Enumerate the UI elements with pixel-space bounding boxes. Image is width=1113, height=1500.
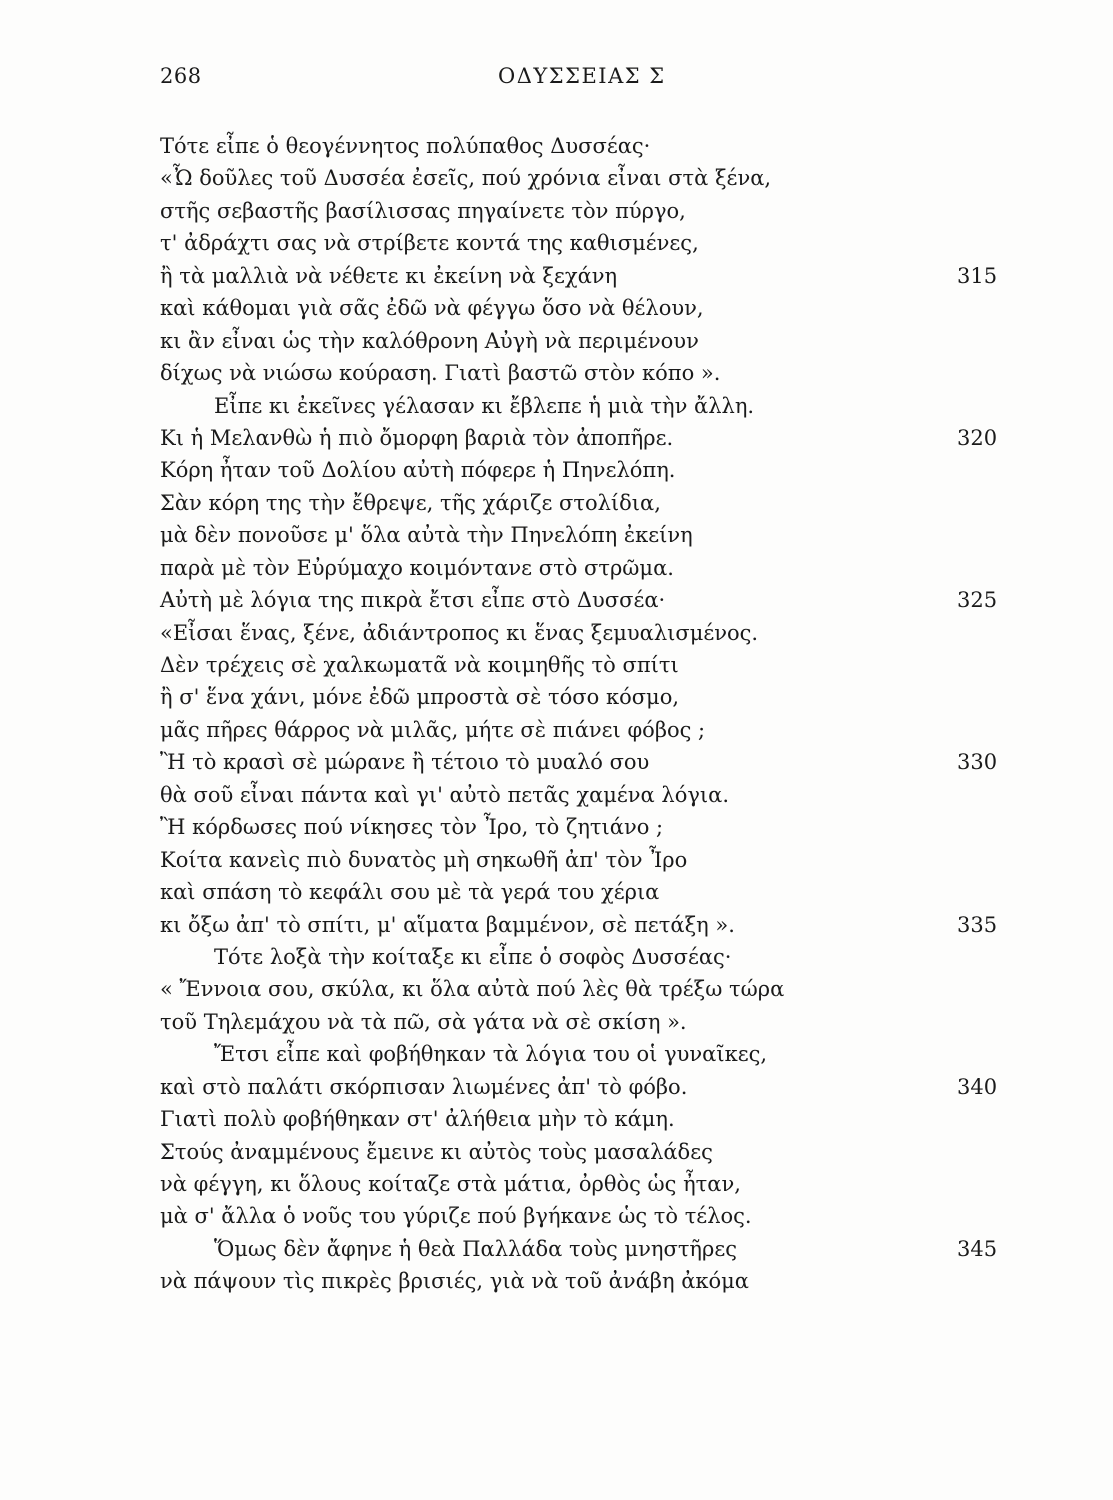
verse-line [160, 617, 1010, 649]
verse-line [160, 779, 1010, 811]
verse-line [160, 260, 1010, 292]
verse-text: « Ἔννοια σου, σκύλα, κι ὅλα αὐτὰ πού λὲς θὰ τρέξω τώρα [160, 977, 785, 1002]
verse-text: Σὰν κόρη της τὴν ἔθρεψε, τῆς χάριζε στολίδια, [160, 490, 661, 515]
verse-line [160, 844, 1010, 876]
verse-text: «Ὦ δοῦλες τοῦ Δυσσέα ἐσεῖς, πού χρόνια εἶναι στὰ ξένα, [160, 166, 772, 191]
verse-line [160, 162, 1010, 194]
verse-line [160, 390, 1010, 422]
verse-line [160, 1038, 1010, 1070]
verse-text: Κόρη ἦταν τοῦ Δολίου αὐτὴ πόφερε ἡ Πηνελόπη. [160, 458, 676, 483]
verse-text: Κοίτα κανεὶς πιὸ δυνατὸς μὴ σηκωθῆ ἀπ' τὸν Ἶρο [160, 847, 688, 872]
verse-text: κι ὄξω ἀπ' τὸ σπίτι, μ' αἵματα βαμμένον, σὲ πετάξη ». [160, 912, 735, 937]
verse-text: τ' ἀδράχτι σας νὰ στρίβετε κοντά της καθισμένες, [160, 231, 699, 256]
verse-text: Ἔτσι εἶπε καὶ φοβήθηκαν τὰ λόγια του οἱ γυναῖκες, [214, 1042, 768, 1067]
verse-line [160, 811, 1010, 843]
line-number: 315 [957, 263, 998, 288]
verse-text: μὰ δὲν πονοῦσε μ' ὅλα αὐτὰ τὴν Πηνελόπη ἐκείνη [160, 523, 693, 548]
verse-text: κι ἂν εἶναι ὡς τὴν καλόθρονη Αὐγὴ νὰ περιμένουν [160, 328, 699, 353]
verse-text: Ἢ κόρδωσες πού νίκησες τὸν Ἶρο, τὸ ζητιάνο ; [160, 815, 664, 840]
verse-text: Γιατὶ πολὺ φοβήθηκαν στ' ἀλήθεια μὴν τὸ κάμη. [160, 1107, 675, 1132]
verse-text: Αὐτὴ μὲ λόγια της πικρὰ ἔτσι εἶπε στὸ Δυσσέα· [160, 588, 666, 613]
line-number: 335 [957, 912, 998, 937]
verse-line [160, 130, 1010, 162]
verse-text: μᾶς πῆρες θάρρος νὰ μιλᾶς, μήτε σὲ πιάνει φόβος ; [160, 717, 706, 742]
verse-text: Ἢ τὸ κρασὶ σὲ μώρανε ἢ τέτοιο τὸ μυαλό σου [160, 750, 650, 775]
verse-line [160, 1071, 1010, 1103]
verse-text: Εἶπε κι ἐκεῖνες γέλασαν κι ἔβλεπε ἡ μιὰ τὴν ἄλλη. [214, 393, 755, 418]
verse-line [160, 1006, 1010, 1038]
verse-line [160, 714, 1010, 746]
verse-text: Τότε λοξὰ τὴν κοίταξε κι εἶπε ὁ σοφὸς Δυσσέας· [214, 944, 732, 969]
verse-line [160, 584, 1010, 616]
line-number: 340 [957, 1074, 998, 1099]
verse-text: «Εἶσαι ἕνας, ξένε, ἀδιάντροπος κι ἕνας ξεμυαλισμένος. [160, 620, 759, 645]
verse-line [160, 909, 1010, 941]
verse-line [160, 422, 1010, 454]
verse-text: καὶ σπάση τὸ κεφάλι σου μὲ τὰ γερά του χέρια [160, 880, 660, 905]
verse-text: ἢ σ' ἕνα χάνι, μόνε ἐδῶ μπροστὰ σὲ τόσο κόσμο, [160, 685, 680, 710]
verse-text: Κι ἡ Μελανθὼ ἡ πιὸ ὄμορφη βαριὰ τὸν ἀποπῆρε. [160, 425, 674, 450]
verse-line [160, 1136, 1010, 1168]
verse-line [160, 876, 1010, 908]
verse-line [160, 681, 1010, 713]
verse-line [160, 1233, 1010, 1265]
verse-text: Δὲν τρέχεις σὲ χαλκωματᾶ νὰ κοιμηθῆς τὸ σπίτι [160, 653, 679, 677]
verse-line [160, 1103, 1010, 1135]
verse-line [160, 519, 1010, 551]
verse-text: ἢ τὰ μαλλιὰ νὰ νέθετε κι ἐκείνη νὰ ξεχάνη [160, 263, 618, 288]
page-number: 268 [160, 64, 202, 88]
verse-line [160, 227, 1010, 259]
verse-text: δίχως νὰ νιώσω κούραση. Γιατὶ βαστῶ στὸν κόπο ». [160, 361, 721, 386]
verse-line [160, 292, 1010, 324]
line-number: 320 [957, 425, 998, 450]
verse-text: νὰ φέγγη, κι ὅλους κοίταζε στὰ μάτια, ὀρθὸς ὡς ἦταν, [160, 1172, 741, 1196]
verse-block [160, 130, 1010, 1298]
verse-text: Στούς ἀναμμένους ἔμεινε κι αὐτὸς τοὺς μασαλάδες [160, 1139, 713, 1164]
verse-text: Τότε εἶπε ὁ θεογέννητος πολύπαθος Δυσσέας· [160, 134, 651, 158]
verse-line [160, 1200, 1010, 1232]
verse-text: καὶ κάθομαι γιὰ σᾶς ἐδῶ νὰ φέγγω ὅσο νὰ θέλουν, [160, 296, 704, 321]
verse-text: παρὰ μὲ τὸν Εὐρύμαχο κοιμόντανε στὸ στρῶμα. [160, 555, 674, 580]
verse-line [160, 973, 1010, 1005]
line-number: 325 [957, 588, 998, 613]
verse-line [160, 552, 1010, 584]
verse-line [160, 1168, 1010, 1200]
verse-line [160, 454, 1010, 486]
verse-text: καὶ στὸ παλάτι σκόρπισαν λιωμένες ἀπ' τὸ φόβο. [160, 1074, 688, 1099]
verse-text: μὰ σ' ἄλλα ὁ νοῦς του γύριζε πού βγήκανε ὡς τὸ τέλος. [160, 1204, 752, 1229]
page-header [160, 64, 980, 94]
verse-line [160, 195, 1010, 227]
verse-text: Ὅμως δὲν ἄφηνε ἡ θεὰ Παλλάδα τοὺς μνηστῆρες [214, 1236, 738, 1261]
verse-line [160, 487, 1010, 519]
verse-text: θὰ σοῦ εἶναι πάντα καὶ γι' αὐτὸ πετᾶς χαμένα λόγια. [160, 782, 730, 807]
line-number: 345 [957, 1236, 998, 1261]
verse-line [160, 325, 1010, 357]
verse-line [160, 941, 1010, 973]
verse-line [160, 649, 1010, 681]
verse-line [160, 357, 1010, 389]
running-title: ΟΔΥΣΣΕΙΑΣ Σ [498, 64, 666, 88]
verse-text: τοῦ Τηλεμάχου νὰ τὰ πῶ, σὰ γάτα νὰ σὲ σκίση ». [160, 1009, 687, 1034]
verse-text: νὰ πάψουν τὶς πικρὲς βρισιές, γιὰ νὰ τοῦ ἀνάβη ἀκόμα [160, 1269, 749, 1294]
verse-text: στῆς σεβαστῆς βασίλισσας πηγαίνετε τὸν πύργο, [160, 198, 686, 223]
line-number: 330 [957, 750, 998, 775]
verse-line [160, 1265, 1010, 1297]
verse-line [160, 746, 1010, 778]
